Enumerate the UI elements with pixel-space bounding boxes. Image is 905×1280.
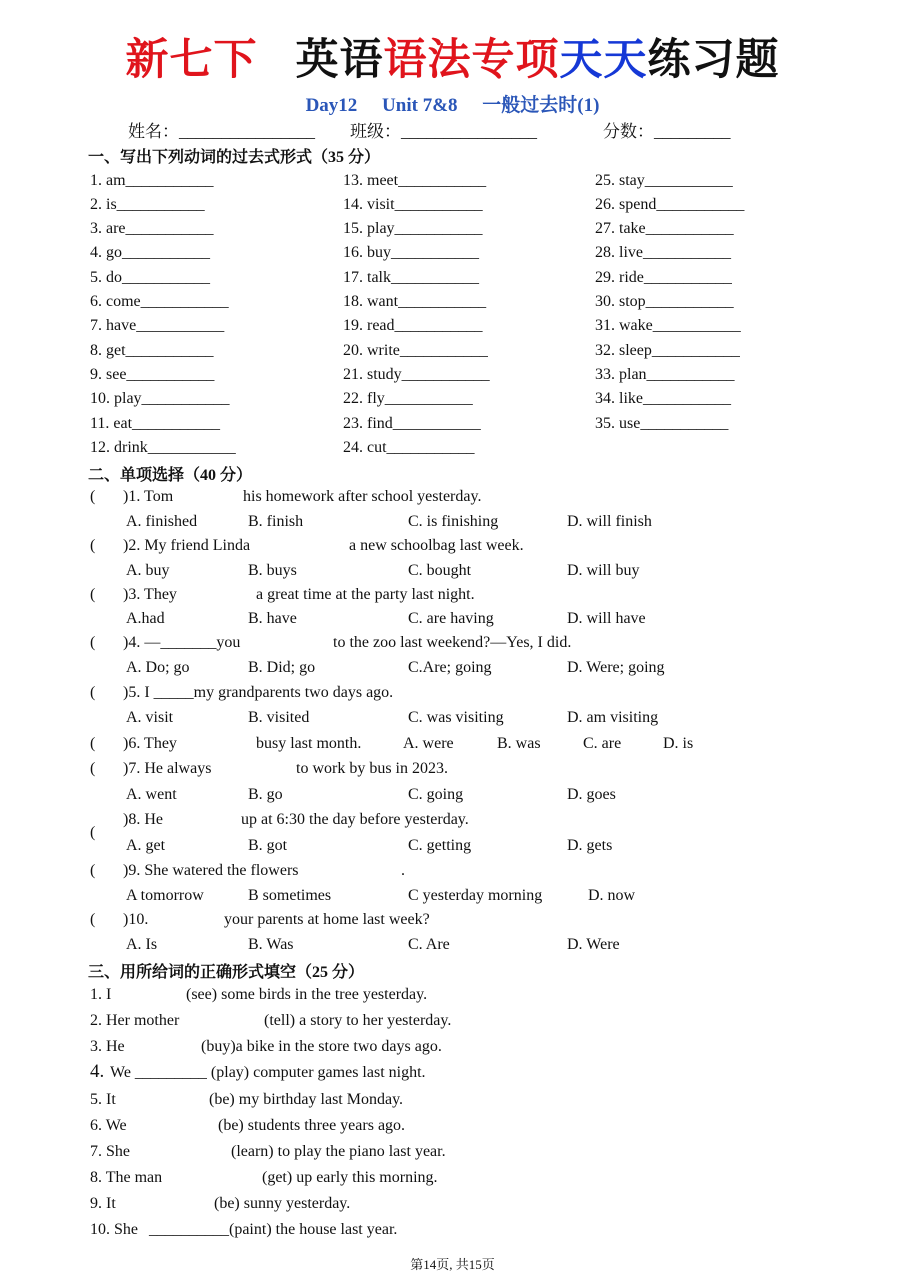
option-b[interactable]: B. buys: [248, 562, 297, 579]
subtitle: [0, 90, 905, 117]
question-stem: )10.: [123, 911, 149, 928]
fill-item-text[interactable]: (be) my birthday last Monday.: [209, 1091, 404, 1108]
question-stem-rest: his homework after school yesterday.: [243, 488, 482, 505]
name-field[interactable]: [128, 117, 315, 142]
question-stem: )5. I _____my grandparents two days ago.: [123, 684, 394, 701]
verb-item[interactable]: 5. do___________: [90, 269, 210, 286]
verb-item[interactable]: 27. take___________: [595, 220, 734, 237]
section1-title: 一、写出下列动词的过去式形式: [88, 147, 313, 166]
option-b[interactable]: B. Did; go: [248, 659, 316, 676]
verb-item[interactable]: 32. sleep___________: [595, 342, 740, 359]
fill-item-number: 5. It: [90, 1091, 116, 1108]
option-d[interactable]: D. now: [588, 887, 636, 904]
option-d[interactable]: D. gets: [567, 837, 613, 854]
verb-item[interactable]: 12. drink___________: [90, 439, 236, 456]
option-c[interactable]: C. bought: [408, 562, 472, 579]
fill-item-text[interactable]: __________(paint) the house last year.: [149, 1221, 398, 1238]
score-label: 分数：: [603, 122, 654, 141]
verb-item[interactable]: 6. come___________: [90, 293, 229, 310]
option-b[interactable]: B. visited: [248, 709, 310, 726]
fill-item-text[interactable]: (see) some birds in the tree yesterday.: [186, 986, 428, 1003]
option-c[interactable]: C. was visiting: [408, 709, 504, 726]
option-c[interactable]: C. getting: [408, 837, 472, 854]
question-stem-rest: to the zoo last weekend?—Yes, I did.: [333, 634, 572, 651]
option-a[interactable]: A. were: [403, 735, 454, 752]
option-b[interactable]: B. go: [248, 786, 283, 803]
question-stem: )1. Tom: [123, 488, 174, 505]
question-stem-rest: up at 6:30 the day before yesterday.: [241, 811, 469, 828]
verb-item[interactable]: 34. like___________: [595, 390, 731, 407]
verb-item[interactable]: 35. use___________: [595, 415, 729, 432]
answer-paren[interactable]: (: [90, 862, 96, 879]
verb-item[interactable]: 15. play___________: [343, 220, 483, 237]
answer-paren[interactable]: (: [90, 760, 96, 777]
fill-item-text[interactable]: (get) up early this morning.: [262, 1169, 438, 1186]
verb-item[interactable]: 22. fly___________: [343, 390, 473, 407]
option-a[interactable]: A. visit: [126, 709, 174, 726]
fill-item-text[interactable]: We _________ (play) computer games last night.: [110, 1064, 426, 1081]
verb-item[interactable]: 21. study___________: [343, 366, 490, 383]
option-a[interactable]: A. Do; go: [126, 659, 190, 676]
fill-item-number: 7. She: [90, 1143, 130, 1160]
option-d[interactable]: D. will finish: [567, 513, 652, 530]
section2-title: 二、单项选择: [88, 465, 185, 484]
fill-item-number: 4.: [90, 1061, 105, 1082]
fill-item-text[interactable]: (learn) to play the piano last year.: [231, 1143, 446, 1160]
verb-item[interactable]: 2. is___________: [90, 196, 205, 213]
option-a[interactable]: A tomorrow: [126, 887, 204, 904]
verb-item[interactable]: 4. go___________: [90, 244, 210, 261]
verb-item[interactable]: 23. find___________: [343, 415, 481, 432]
option-d[interactable]: D. Were; going: [567, 659, 665, 676]
fill-item-number: 1. I: [90, 986, 112, 1003]
question-stem: )8. He: [123, 811, 163, 828]
score-blank: _________: [654, 122, 731, 141]
option-c[interactable]: C. are: [583, 735, 622, 752]
verb-item[interactable]: 7. have___________: [90, 317, 225, 334]
verb-item[interactable]: 9. see___________: [90, 366, 215, 383]
option-b[interactable]: B. was: [497, 735, 541, 752]
score-field[interactable]: [603, 117, 731, 142]
verb-item[interactable]: 19. read___________: [343, 317, 483, 334]
verb-item[interactable]: 16. buy___________: [343, 244, 479, 261]
question-stem-rest: a new schoolbag last week.: [349, 537, 524, 554]
answer-paren[interactable]: (: [90, 684, 96, 701]
section3-score: （25 分）: [296, 964, 365, 981]
title-part-exercises: 练习题: [647, 35, 780, 85]
question-stem-rest: to work by bus in 2023.: [296, 760, 448, 777]
fill-item-text[interactable]: (be) sunny yesterday.: [214, 1195, 351, 1212]
option-b[interactable]: B. got: [248, 837, 288, 854]
option-a[interactable]: A. get: [126, 837, 166, 854]
page-number: 第14页, 共15页: [410, 1257, 495, 1272]
verb-item[interactable]: 25. stay___________: [595, 172, 733, 189]
section1-heading: [88, 144, 380, 167]
question-stem: )4. —_______you: [123, 634, 241, 651]
verb-item[interactable]: 14. visit___________: [343, 196, 483, 213]
option-c[interactable]: C. are having: [408, 610, 494, 627]
answer-paren[interactable]: (: [90, 634, 96, 651]
title-part-grammar: 语法: [383, 35, 472, 85]
option-d[interactable]: D. will have: [567, 610, 646, 627]
subtitle-unit: Unit 7&8: [382, 95, 458, 116]
fill-item-text[interactable]: (buy)a bike in the store two days ago.: [201, 1038, 442, 1055]
verb-item[interactable]: 18. want___________: [343, 293, 487, 310]
verb-item[interactable]: 8. get___________: [90, 342, 214, 359]
option-a[interactable]: A. finished: [126, 513, 198, 530]
option-d[interactable]: D. is: [663, 735, 694, 752]
verb-item[interactable]: 13. meet___________: [343, 172, 487, 189]
option-b[interactable]: B. finish: [248, 513, 304, 530]
verb-item[interactable]: 11. eat___________: [90, 415, 221, 432]
answer-paren[interactable]: (: [90, 735, 96, 752]
verb-item[interactable]: 24. cut___________: [343, 439, 475, 456]
question-stem: )6. They: [123, 735, 177, 752]
option-c[interactable]: C.Are; going: [408, 659, 492, 676]
fill-item-number: 8. The man: [90, 1169, 163, 1186]
name-label: 姓名：: [128, 122, 179, 141]
option-c[interactable]: C. is finishing: [408, 513, 499, 530]
fill-item-text[interactable]: (be) students three years ago.: [218, 1117, 406, 1134]
section1-score: （35 分）: [312, 149, 381, 166]
verb-item[interactable]: 10. play___________: [90, 390, 230, 407]
question-stem-rest: your parents at home last week?: [224, 911, 430, 928]
page-title: [0, 26, 905, 87]
question-stem: )3. They: [123, 586, 177, 603]
class-label: 班级：: [350, 122, 401, 141]
name-blank: ________________: [179, 122, 315, 141]
title-part-english: 英语: [295, 35, 384, 85]
answer-paren[interactable]: (: [90, 537, 96, 554]
fill-item-number: 9. It: [90, 1195, 116, 1212]
verb-item[interactable]: 3. are___________: [90, 220, 214, 237]
section3-title: 三、用所给词的正确形式填空: [88, 962, 297, 981]
option-b[interactable]: B. have: [248, 610, 297, 627]
class-blank: ________________: [401, 122, 537, 141]
option-c[interactable]: C. Are: [408, 936, 450, 953]
section2-score: （40 分）: [184, 467, 253, 484]
title-part-topic: 专项: [471, 35, 560, 85]
verb-item[interactable]: 28. live___________: [595, 244, 731, 261]
answer-paren[interactable]: (: [90, 488, 96, 505]
section3-heading: [88, 959, 364, 982]
option-d[interactable]: D. am visiting: [567, 709, 659, 726]
answer-paren[interactable]: (: [90, 586, 96, 603]
option-d[interactable]: D. Were: [567, 936, 620, 953]
option-c[interactable]: C. going: [408, 786, 464, 803]
verb-item[interactable]: 17. talk___________: [343, 269, 479, 286]
question-stem-rest: busy last month.: [256, 735, 362, 752]
verb-item[interactable]: 26. spend___________: [595, 196, 745, 213]
verb-item[interactable]: 30. stop___________: [595, 293, 734, 310]
option-d[interactable]: D. goes: [567, 786, 616, 803]
subtitle-topic: 一般过去时(1): [482, 95, 600, 116]
title-part-grade: 新七下: [125, 35, 258, 85]
option-a[interactable]: A. Is: [126, 936, 158, 953]
fill-item-number: 3. He: [90, 1038, 125, 1055]
verb-item[interactable]: 1. am___________: [90, 172, 214, 189]
question-stem: )2. My friend Linda: [123, 537, 251, 554]
option-b[interactable]: B sometimes: [248, 887, 332, 904]
subtitle-day: Day12: [305, 95, 358, 116]
answer-paren[interactable]: (: [90, 824, 96, 841]
option-a[interactable]: A. went: [126, 786, 177, 803]
verb-item[interactable]: 20. write___________: [343, 342, 488, 359]
option-a[interactable]: A.had: [126, 610, 165, 627]
option-b[interactable]: B. Was: [248, 936, 294, 953]
section2-heading: [88, 462, 252, 485]
title-part-daily: 天天: [559, 35, 648, 85]
fill-item-text[interactable]: (tell) a story to her yesterday.: [264, 1012, 452, 1029]
class-field[interactable]: [350, 117, 537, 142]
fill-item-number: 6. We: [90, 1117, 127, 1134]
fill-item-number: 10. She: [90, 1221, 138, 1238]
question-stem-rest: a great time at the party last night.: [256, 586, 475, 603]
option-a[interactable]: A. buy: [126, 562, 170, 579]
option-d[interactable]: D. will buy: [567, 562, 640, 579]
verb-item[interactable]: 29. ride___________: [595, 269, 732, 286]
fill-item-number: 2. Her mother: [90, 1012, 180, 1029]
question-stem-rest: .: [401, 862, 405, 879]
answer-paren[interactable]: (: [90, 911, 96, 928]
option-c[interactable]: C yesterday morning: [408, 887, 543, 904]
verb-item[interactable]: 31. wake___________: [595, 317, 741, 334]
question-stem: )9. She watered the flowers: [123, 862, 299, 879]
question-stem: )7. He always: [123, 760, 212, 777]
verb-item[interactable]: 33. plan___________: [595, 366, 735, 383]
